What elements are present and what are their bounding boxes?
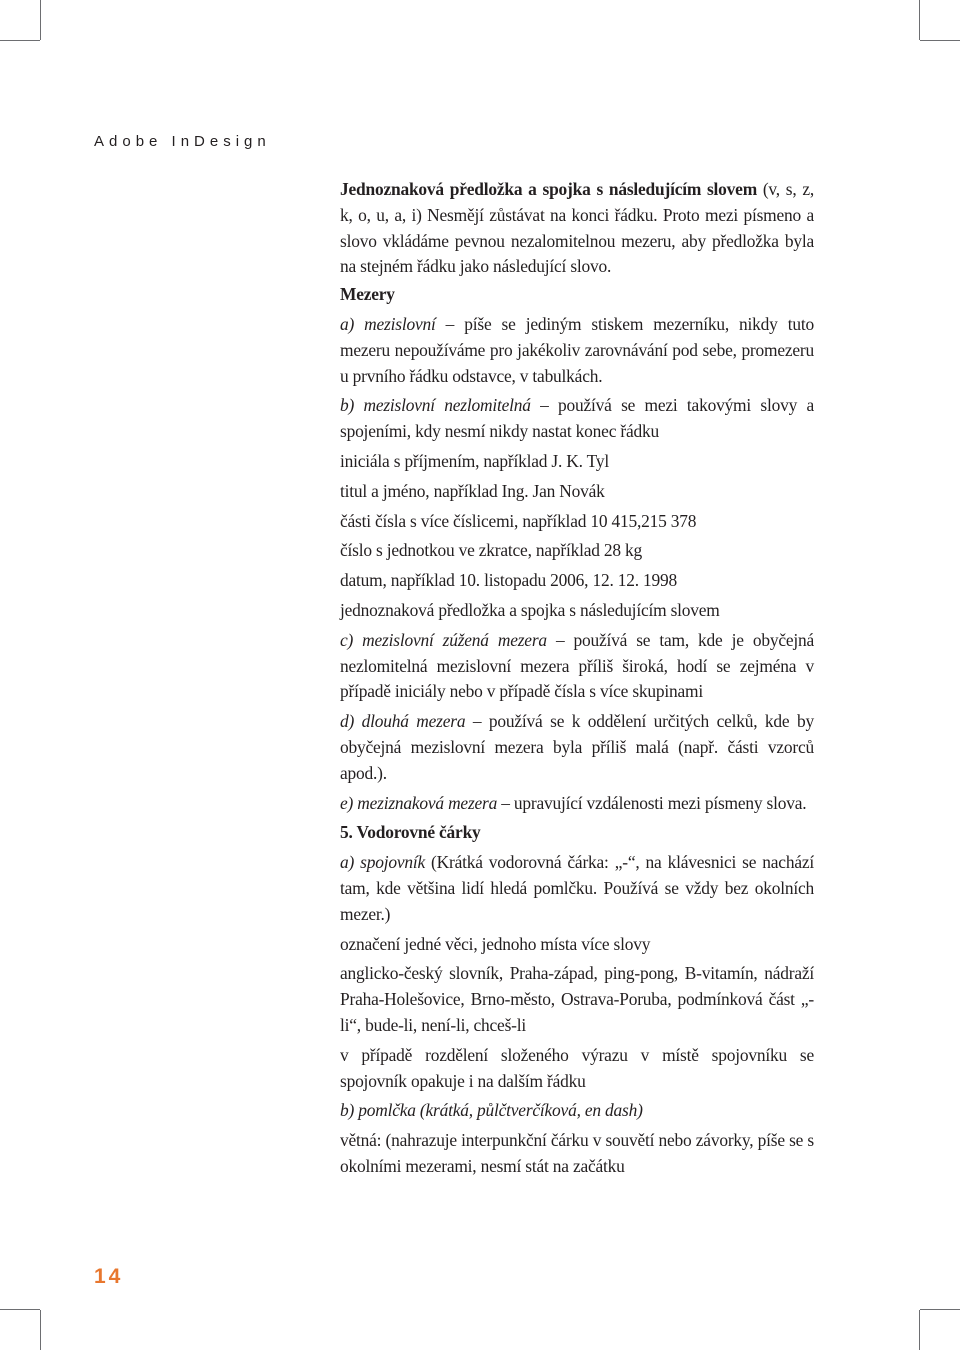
section-heading: 5. Vodorovné čárky [340, 822, 481, 843]
running-header: Adobe InDesign [94, 133, 271, 150]
crop-mark [920, 40, 960, 41]
paragraph [340, 312, 814, 389]
paragraph [340, 709, 814, 786]
paragraph: anglicko-český slovník, Praha-západ, ping-pong, B-vitamín, nádraží Praha-Holešovice, Brno-město, Ostrava-Poruba, podmínková část „-li“, bude-li, není-li, chceš-li [340, 963, 814, 1035]
paragraph [340, 628, 814, 705]
paragraph: v případě rozdělení složeného výrazu v místě spojovníku se spojovník opakuje i na dalším řádku [340, 1044, 814, 1091]
italic-term: d) dlouhá mezera [340, 711, 466, 732]
list-item: části čísla s více číslicemi, například 10 415,215 378 [340, 510, 697, 531]
page-number: 14 [94, 1265, 124, 1288]
paragraph [340, 393, 814, 445]
paragraph-text: – upravující vzdálenosti mezi písmeny slova. [497, 792, 807, 813]
paragraph [340, 791, 814, 817]
crop-mark [40, 0, 41, 40]
italic-term: e) meziznaková mezera [340, 792, 498, 813]
paragraph [340, 850, 814, 927]
italic-term: a) spojovník [340, 852, 425, 873]
crop-mark [40, 1310, 41, 1350]
italic-term: a) mezislovní [340, 313, 436, 334]
crop-mark [919, 0, 920, 40]
paragraph: označení jedné věci, jednoho místa více slovy [340, 933, 651, 954]
section-heading: Mezery [340, 284, 395, 305]
crop-mark [0, 1309, 40, 1310]
body-text [340, 177, 814, 1184]
list [340, 449, 814, 624]
paragraph [340, 177, 814, 280]
list-item: jednoznaková předložka a spojka s následujícím slovem [340, 599, 720, 620]
paragraph-text: – používá se k oddělení určitých celků, kde by obyčejná mezislovní mezera byla příliš malá (např. části vzorců apod.). [340, 711, 814, 783]
paragraph-text: (Krátká vodorovná čárka: „-“, na klávesnici se nachází tam, kde většina lidí hledá pomlčku. Používá se vždy bez okolních mezer.) [340, 852, 814, 924]
italic-term: b) mezislovní nezlomitelná [340, 395, 531, 416]
crop-mark [919, 1310, 920, 1350]
paragraph: větná: (nahrazuje interpunkční čárku v souvětí nebo závorky, píše se s okolními mezerami, nesmí stát na začátku [340, 1130, 814, 1176]
list-item: datum, například 10. listopadu 2006, 12. 12. 1998 [340, 570, 678, 591]
paragraph-text: – píše se jediným stiskem mezerníku, nikdy tuto mezeru nepoužíváme pro jakékoliv zarovnávání pod sebe, promezeru u prvního řádku odstavce, v tabulkách. [340, 313, 814, 386]
bold-term: Jednoznaková předložka a spojka s následujícím slovem [340, 179, 757, 199]
paragraph-text: – používá se mezi takovými slovy a spojeními, kdy nesmí nikdy nastat konec řádku [340, 395, 814, 442]
crop-mark [0, 40, 40, 41]
list-item: iniciála s příjmením, například J. K. Tyl [340, 450, 609, 471]
italic-term: b) pomlčka (krátká, půlčtverčíková, en dash) [340, 1100, 643, 1121]
italic-term: c) mezislovní zúžená mezera [340, 629, 547, 650]
list-item: číslo s jednotkou ve zkratce, například 28 kg [340, 540, 643, 561]
paragraph-text: (v, s, z, k, o, u, a, i) Nesmějí zůstávat na konci řádku. Proto mezi písmeno a slovo vkládáme pevnou nezalomitelnou mezeru, aby předložka byla na stejném řádku jako následující slovo. [340, 179, 814, 277]
crop-mark [920, 1309, 960, 1310]
list-item: titul a jméno, například Ing. Jan Novák [340, 480, 605, 501]
paragraph-text: – používá se tam, kde je obyčejná nezlomitelná mezislovní mezera příliš široká, hodí se zejména v případě iniciály nebo v případě čísla s více skupinami [340, 629, 814, 702]
